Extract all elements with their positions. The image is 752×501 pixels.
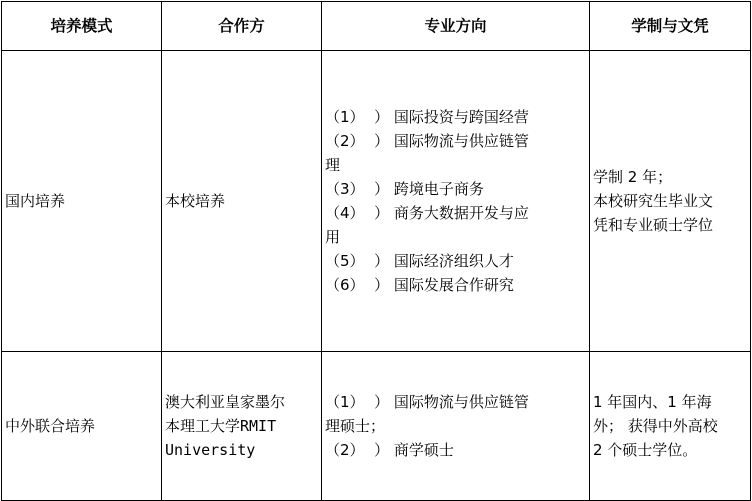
direction-item-continued: 理硕士； xyxy=(325,417,386,435)
cell-duration-diploma xyxy=(590,51,751,352)
direction-item: （2） ） 商学硕士 xyxy=(325,441,454,459)
cell-major-directions xyxy=(322,352,590,501)
diploma-line: 本校研究生毕业文 xyxy=(593,192,714,210)
direction-item: （6） ） 国际发展合作研究 xyxy=(325,276,514,294)
direction-item: （1） ） 国际物流与供应链管 xyxy=(325,393,529,411)
program-table xyxy=(1,1,751,501)
table-header-row xyxy=(2,2,751,51)
cell-partner xyxy=(162,352,322,501)
table-row-joint xyxy=(2,352,751,501)
partner-line: 本理工大学RMIT xyxy=(165,417,277,435)
cell-training-mode xyxy=(2,352,162,501)
diploma-line: 凭和专业硕士学位 xyxy=(593,216,714,234)
header-training-mode: 培养模式 xyxy=(2,2,162,51)
direction-item: （4） ） 商务大数据开发与应 xyxy=(325,204,529,222)
header-major-direction: 专业方向 xyxy=(322,2,590,51)
cell-partner xyxy=(162,51,322,352)
partner-line: University xyxy=(165,441,256,459)
direction-item: （5） ） 国际经济组织人才 xyxy=(325,252,514,270)
diploma-line: 2 个硕士学位。 xyxy=(593,441,698,459)
table-row-domestic xyxy=(2,51,751,352)
cell-major-directions xyxy=(322,51,590,352)
diploma-line: 1 年国内、1 年海 xyxy=(593,393,712,411)
cell-duration-diploma xyxy=(590,352,751,501)
diploma-line: 外； 获得中外高校 xyxy=(593,417,718,435)
diploma-line: 学制 2 年； xyxy=(593,168,673,186)
training-mode-text: 国内培养 xyxy=(5,192,66,210)
header-duration-diploma: 学制与文凭 xyxy=(590,2,751,51)
direction-item-continued: 用 xyxy=(325,228,341,246)
direction-list xyxy=(325,390,586,462)
header-partner: 合作方 xyxy=(162,2,322,51)
direction-list xyxy=(325,105,586,297)
direction-item: （3） ） 跨境电子商务 xyxy=(325,180,484,198)
cell-training-mode xyxy=(2,51,162,352)
direction-item: （2） ） 国际物流与供应链管 xyxy=(325,132,529,150)
direction-item-continued: 理 xyxy=(325,156,341,174)
direction-item: （1） ） 国际投资与跨国经营 xyxy=(325,108,529,126)
partner-text: 本校培养 xyxy=(165,192,226,210)
partner-line: 澳大利亚皇家墨尔 xyxy=(165,393,286,411)
training-mode-text: 中外联合培养 xyxy=(5,417,96,435)
